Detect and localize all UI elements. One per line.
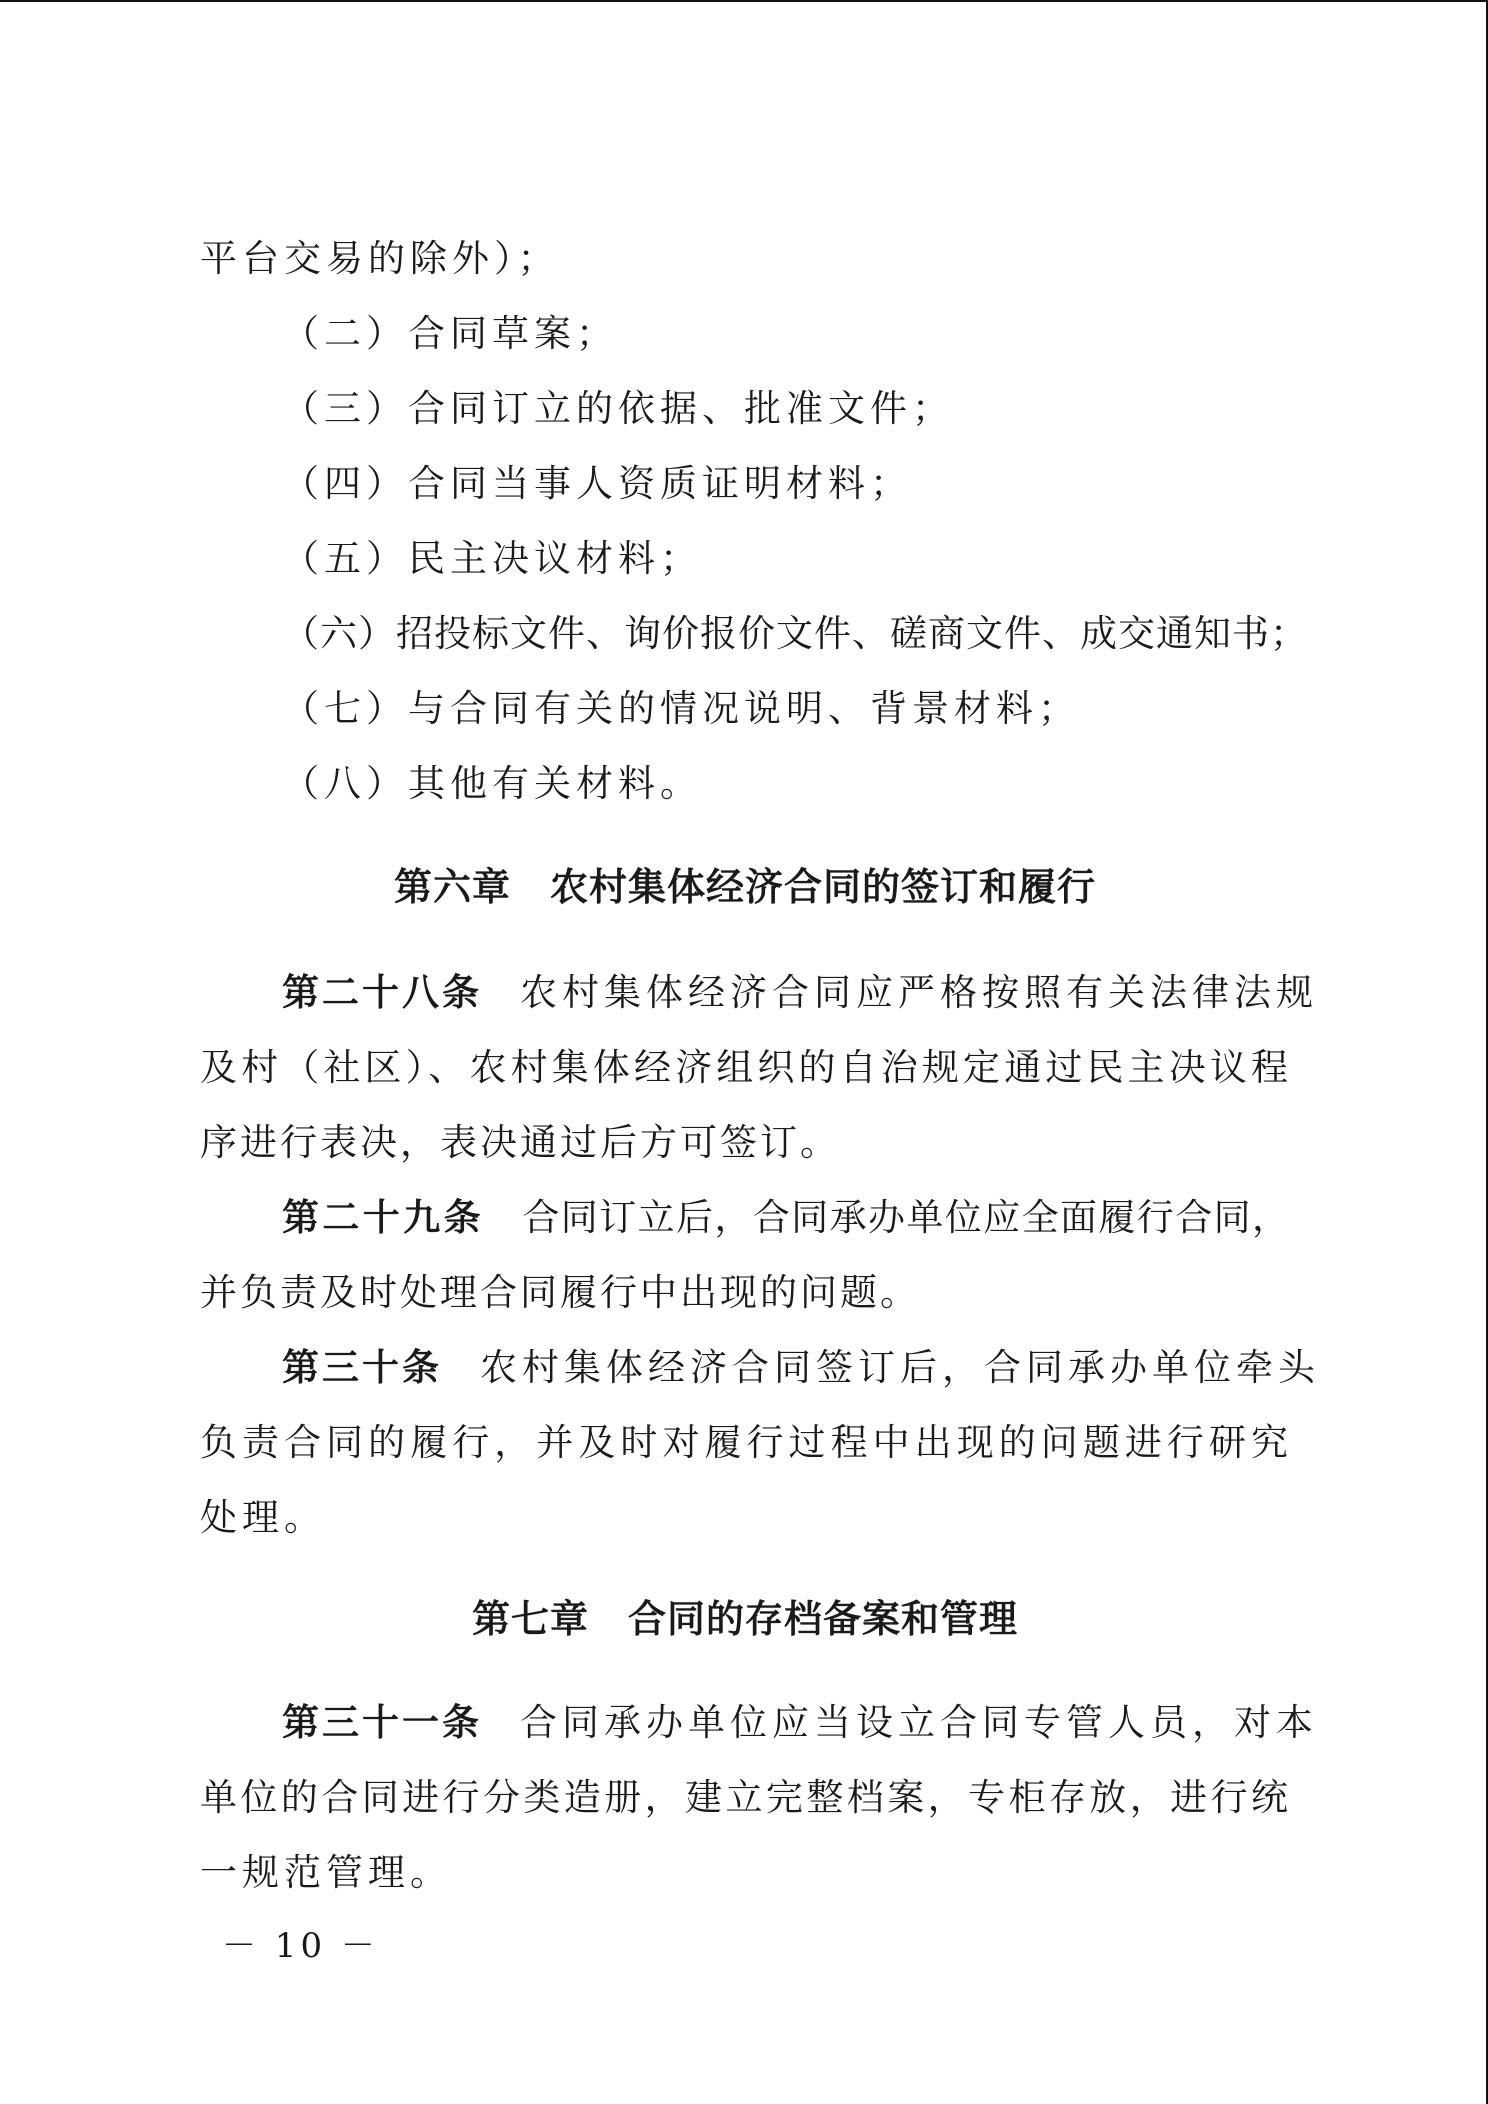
article-29-line-1 xyxy=(282,1195,1290,1241)
article-29-line-2: 并负责及时处理合同履行中出现的问题。 xyxy=(200,1271,920,1314)
article-28-text-1: 农村集体经济合同应严格按照有关法律法规 xyxy=(520,971,1318,1014)
article-28-line-2: 及村（社区）、农村集体经济组织的自治规定通过民主决议程 xyxy=(200,1046,1290,1089)
list-item-5: （五）民主决议材料； xyxy=(282,537,702,580)
page-border-top xyxy=(0,0,1488,2)
article-30-text-1: 农村集体经济合同签订后，合同承办单位牵头 xyxy=(480,1346,1320,1389)
article-28-line-3: 序进行表决，表决通过后方可签订。 xyxy=(200,1121,840,1164)
article-28-label: 第二十八条 xyxy=(282,971,482,1014)
article-31-text-1: 合同承办单位应当设立合同专管人员，对本 xyxy=(520,1701,1318,1744)
article-31-line-3: 一规范管理。 xyxy=(200,1851,452,1894)
list-item-4: （四）合同当事人资质证明材料； xyxy=(282,462,912,505)
article-29-text-1: 合同订立后，合同承办单位应全面履行合同， xyxy=(522,1196,1290,1239)
article-30-line-2: 负责合同的履行，并及时对履行过程中出现的问题进行研究 xyxy=(200,1421,1290,1464)
article-31-label: 第三十一条 xyxy=(282,1701,482,1744)
chapter-6-heading: 第六章 农村集体经济合同的签订和履行 xyxy=(393,865,1096,909)
article-30-label: 第三十条 xyxy=(282,1346,442,1389)
text-line-continuation: 平台交易的除外）； xyxy=(200,237,560,280)
list-item-8: （八）其他有关材料。 xyxy=(282,762,702,805)
article-30-line-1 xyxy=(282,1345,1320,1391)
article-29-label: 第二十九条 xyxy=(282,1196,484,1239)
chapter-7-heading: 第七章 合同的存档备案和管理 xyxy=(471,1597,1018,1641)
article-28-line-1 xyxy=(282,970,1318,1016)
article-31-line-1 xyxy=(282,1700,1318,1746)
list-item-2: （二）合同草案； xyxy=(282,312,618,355)
list-item-3: （三）合同订立的依据、批准文件； xyxy=(282,387,954,430)
article-30-line-3: 处理。 xyxy=(200,1496,326,1539)
article-31-line-2: 单位的合同进行分类造册，建立完整档案，专柜存放，进行统 xyxy=(200,1776,1290,1819)
list-item-7: （七）与合同有关的情况说明、背景材料； xyxy=(282,687,1080,730)
list-item-6: （六）招投标文件、询价报价文件、磋商文件、成交通知书； xyxy=(282,612,1308,655)
page-number: － 10 － xyxy=(222,1926,379,1966)
